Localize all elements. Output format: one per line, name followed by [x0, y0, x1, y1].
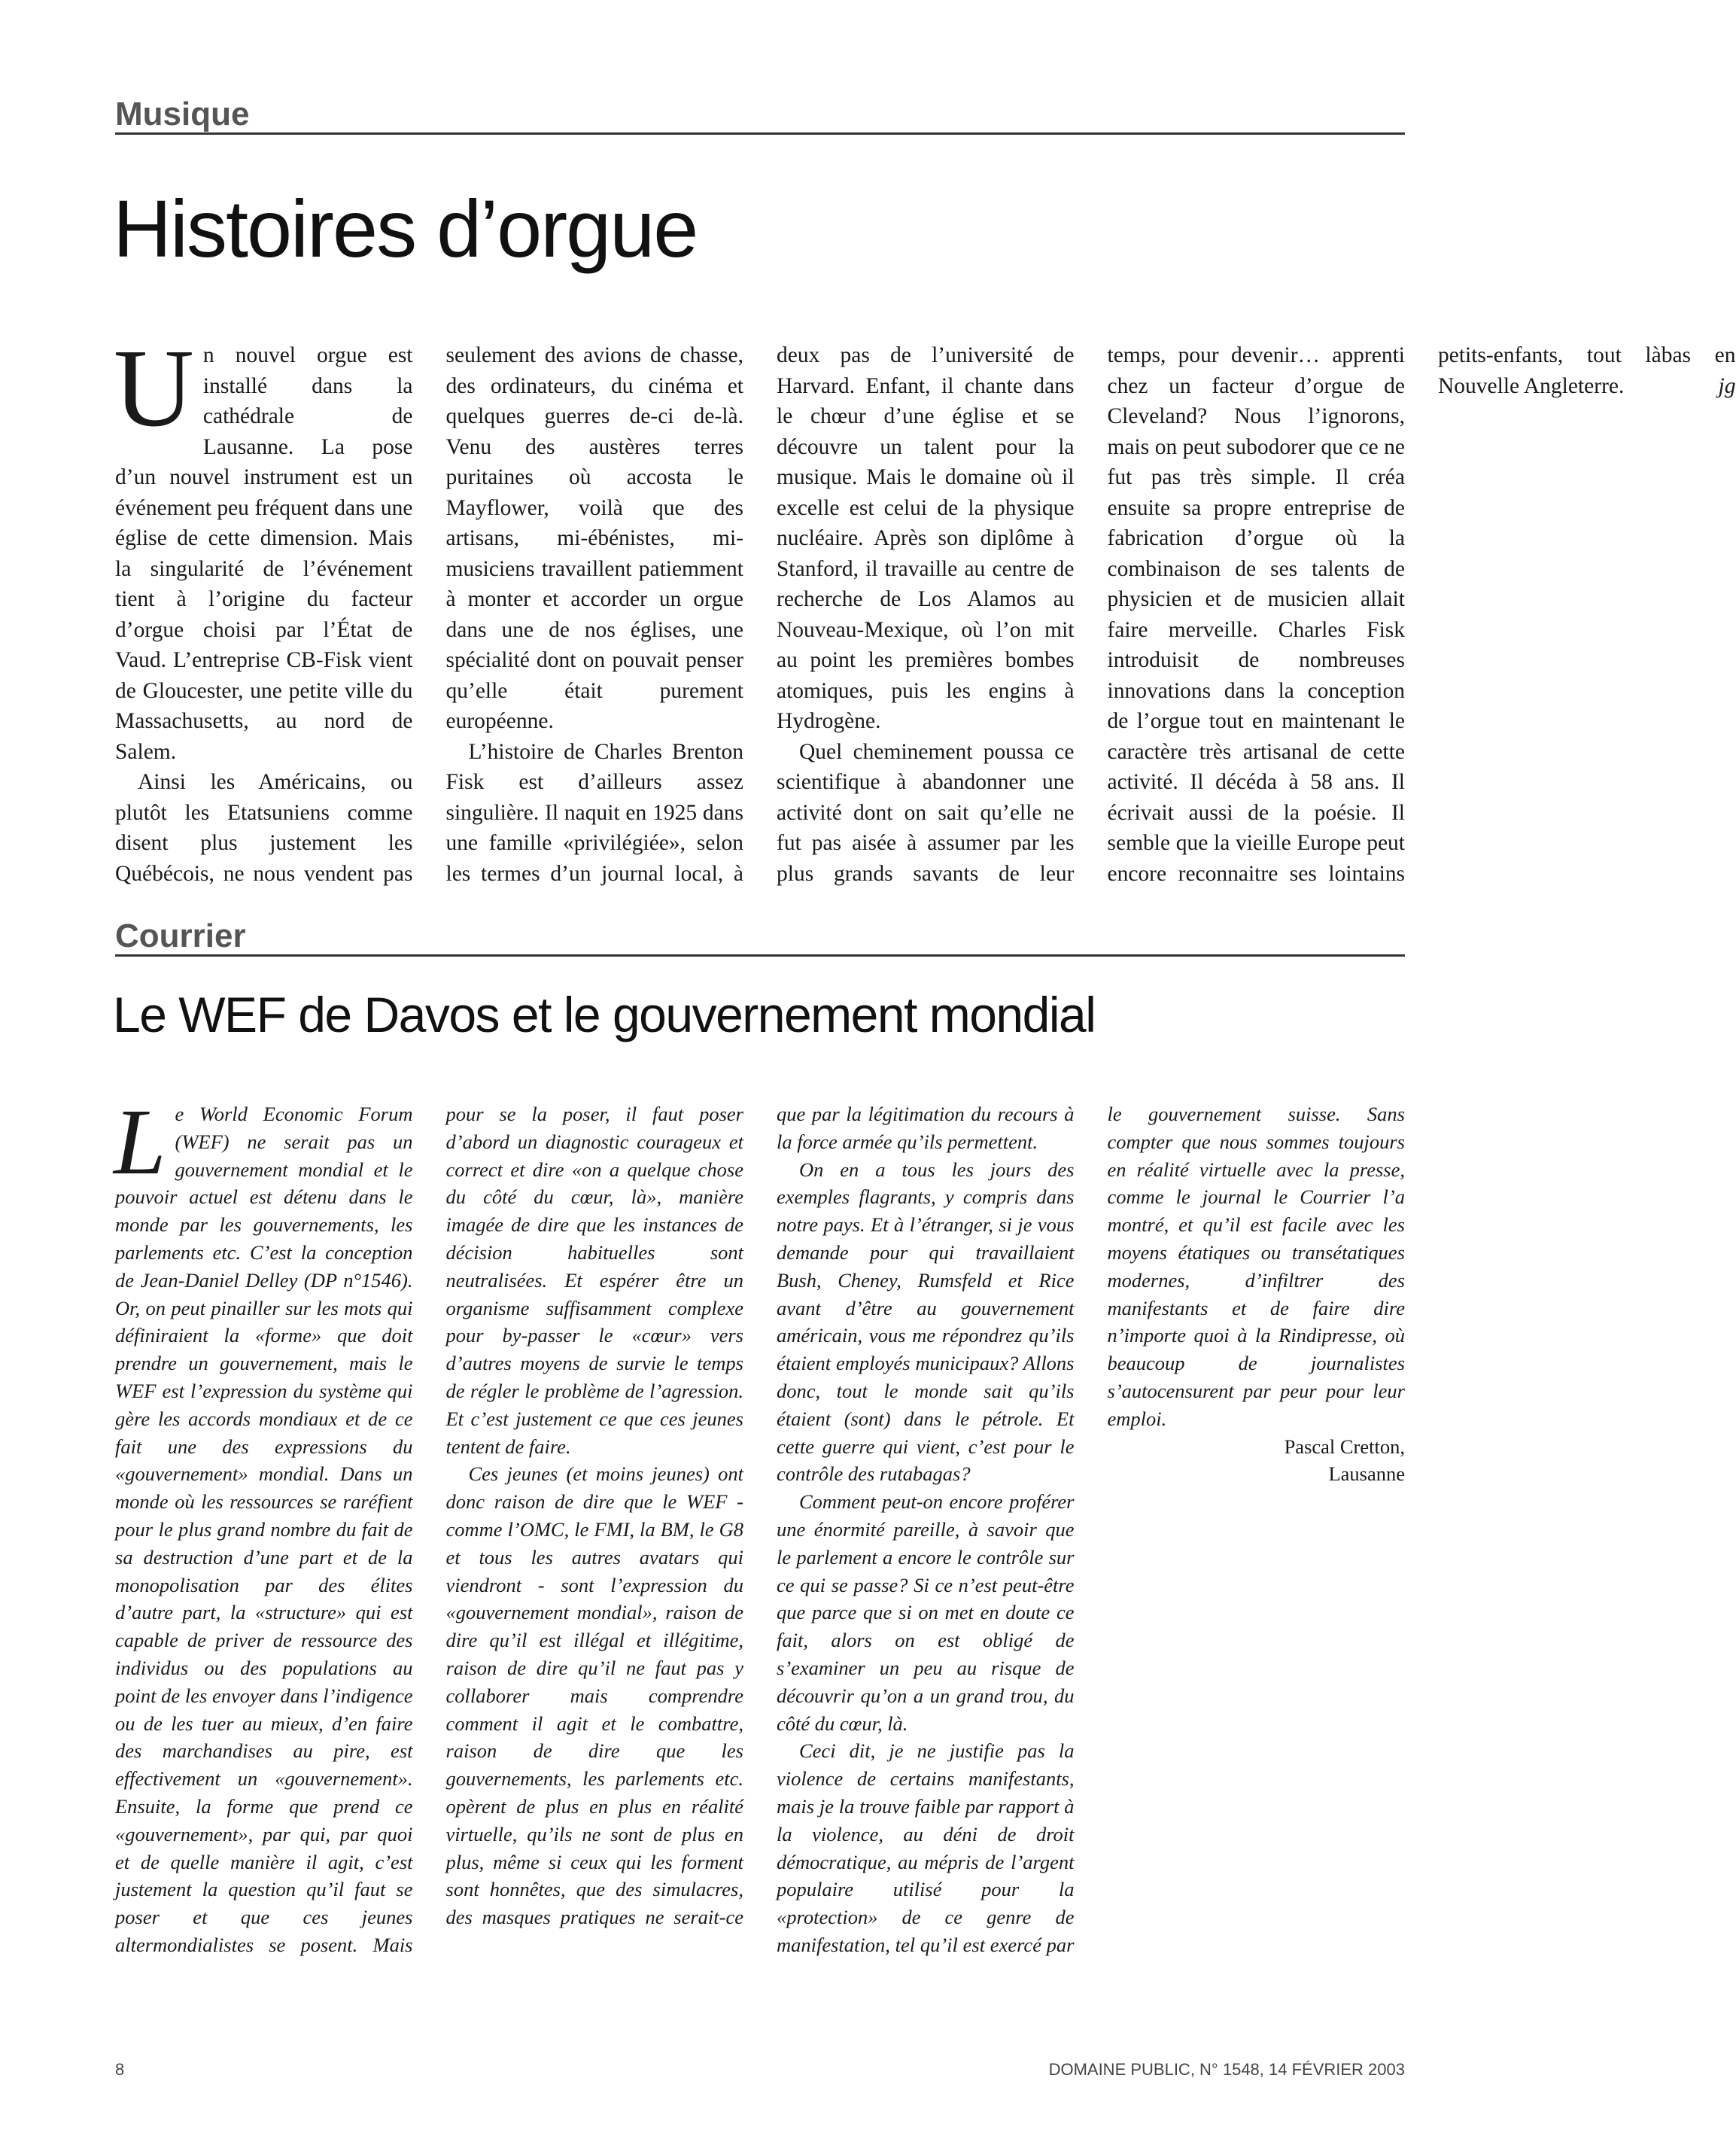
paragraph: On en a tous les jours des exemples flagrants, y compris dans notre pays. Et à l’étranger, si je vous demande pour qui travaillaient Bush, Cheney, Rumsfeld et Rice avant d’être au gouvernement américain, vous me répondrez qu’ils étaient employés municipaux? Allons donc, tout le monde sait qu’ils étaient (sont) dans le pétrole. Et cette guerre qui vient, c’est pour le contrôle des rutabagas?: [777, 1158, 1075, 1486]
article-body-musique: [114, 327, 1736, 899]
section-label: Musique: [115, 96, 250, 132]
paragraph: Ces jeunes (et moins jeunes) ont donc raison de dire que le WEF - comme l’OMC, le FMI, la BM, le G8 et tous les autres avatars qui viendront - sont l’expression du «gouvernement mondial», raison de dire qu’il est illégal et illégitime, raison de dire qu’il ne faut pas y collaborer mais comprendre comment il agit et le combattre, raison de dire que les gouvernements, les parlements etc. opèrent de plus en plus en réalité virtuelle, qu’ils ne sont de plus en plus, même si ceux qui les forment sont honnêtes, que des simulacres, des masques pratiques ne serait-ce que par la légitimation du recours à la force armée qu’ils permettent.: [445, 1103, 1075, 1929]
paragraph: L’histoire de Charles Brenton Fisk est d’ailleurs assez singulière. Il naquit en 1925 dans une famille «privilégiée», selon les termes d’un journal local, à deux pas de l’université de Harvard. Enfant, il chante dans le chœur d’une église et se découvre un talent pour la musique. Mais le domaine où il excelle est celui de la physique nucléaire. Après son diplôme à Stanford, il travaille au centre de recherche de Los Alamos au Nouveau-Mexique, où l’on mit au point les premières bombes atomiques, puis les engins à Hydrogène.: [445, 343, 1075, 886]
drop-cap: U: [114, 327, 194, 450]
drop-cap: L: [114, 1091, 166, 1194]
signature-name: Pascal Cretton,: [1284, 1435, 1405, 1458]
paragraph: Ceci dit, je ne justifie pas la violence de certains manifestants, mais je la trouve faible par rapport à la violence, au déni de droit démocratique, au mépris de l’argent populaire utilisé pour la «protection» de ce genre de manifestation, tel qu’il est exercé par le gouvernement suisse. Sans compter que nous sommes toujours en réalité virtuelle avec la presse, comme le journal le Courrier l’a montré, et qu’il est facile avec les moyens étatiques ou transétatiques modernes, d’infiltrer des manifestants et de faire dire n’importe quoi à la Rindipresse, où beaucoup de journalistes s’autocensurent par peur pour leur emploi.: [777, 1103, 1405, 1956]
paragraph: Comment peut-on encore proférer une énormité pareille, à savoir que le parlement a encore le contrôle sur ce qui se passe? Si ce n’est peut-être que parce que si on met en doute ce fait, alors on est obligé de s’examiner un peu au risque de découvrir qu’on a un grand trou, du côté du cœur, là.: [777, 1490, 1075, 1735]
section-heading-musique: [115, 98, 1405, 135]
paragraph: Un nouvel orgue est installé dans la cathédrale de Lausanne. La pose d’un nouvel instrument est un événement peu fréquent dans une église de cette dimension. Mais la singularité de l’événement tient à l’origine du facteur d’orgue choisi par l’État de Vaud. L’entreprise CB-Fisk vient de Gloucester, une petite ville du Massachusetts, au nord de Salem.: [114, 327, 413, 764]
article-body-courrier: [114, 1091, 1405, 1973]
paragraph: Le World Economic Forum (WEF) ne serait pas un gouvernement mondial et le pouvoir actuel est détenu dans le monde par les gouvernements, les parlements etc. C’est la conception de Jean-Daniel Delley (DP n°1546). Or, on peut pinailler sur les mots qui définiraient la «forme» que doit prendre un gouvernement, mais le WEF est l’expression du système qui gère les accords mondiaux et de ce fait une des expressions du «gouvernement» mondial. Dans un monde où les ressources se raréfient pour le plus grand nombre du fait de sa destruction d’une part et de la monopolisation par des élites d’autre part, la «structure» qui est capable de priver de ressource des individus ou des populations au point de les envoyer dans l’indigence ou de les tuer au mieux, d’en faire des marchandises au pire, est effectivement un «gouvernement». Ensuite, la forme que prend ce «gouvernement», par qui, par quoi et de quelle manière il agit, c’est justement la question qu’il faut se poser et que ces jeunes altermondialistes se posent. Mais pour se la poser, il faut poser d’abord un diagnostic courageux et correct et dire «on a quelque chose du côté du cœur, là», manière imagée de dire que les instances de décision habituelles sont neutralisées. Et espérer être un organisme suffisamment complexe pour by-passer le «cœur» vers d’autres moyens de survie le temps de régler le problème de l’agression. Et c’est justement ce que ces jeunes tentent de faire.: [114, 1091, 743, 1956]
article-title: Histoires d’orgue: [113, 183, 698, 274]
signature-place: Lausanne: [1328, 1462, 1405, 1486]
section-label: Courrier: [115, 917, 246, 954]
article-title: Le WEF de Davos et le gouvernement mondial: [113, 987, 1096, 1042]
page-number: 8: [115, 2060, 125, 2079]
section-heading-courrier: [115, 917, 1405, 957]
author-initials: jg: [1718, 373, 1736, 398]
publication-info: DOMAINE PUBLIC, N° 1548, 14 FÉVRIER 2003: [1048, 2060, 1405, 2079]
paragraph: Ainsi les Américains, ou plutôt les Etatsuniens comme disent plus justement les Québécois, ne nous vendent pas seulement des avions de chasse, des ordinateurs, du cinéma et quelques guerres de-ci de-là. Venu des austères terres puritaines où accosta le Mayflower, voilà que des artisans, mi-ébénistes, mi-musiciens travaillent patiemment à monter et accorder un orgue dans une de nos églises, une spécialité dont on pouvait penser qu’elle était purement européenne.: [115, 343, 743, 886]
paragraph: Quel cheminement poussa ce scientifique à abandonner une activité dont on sait qu’elle ne fut pas aisée à assumer par les plus grands savants de leur temps, pour devenir… apprenti chez un facteur d’orgue de Cleveland? Nous l’ignorons, mais on peut subodorer que ce ne fut pas très simple. Il créa ensuite sa propre entreprise de fabrication d’orgue où la combinaison de ses talents de physicien et de musicien allait faire merveille. Charles Fisk introduisit de nombreuses innovations dans la conception de l’orgue tout en maintenant le caractère très artisanal de cette activité. Il décéda à 58 ans. Il écrivait aussi de la poésie. Il semble que la vieille Europe peut encore reconnaitre ses lointains petits-enfants, tout làbas en Nouvelle Angleterre. jg: [777, 343, 1736, 886]
